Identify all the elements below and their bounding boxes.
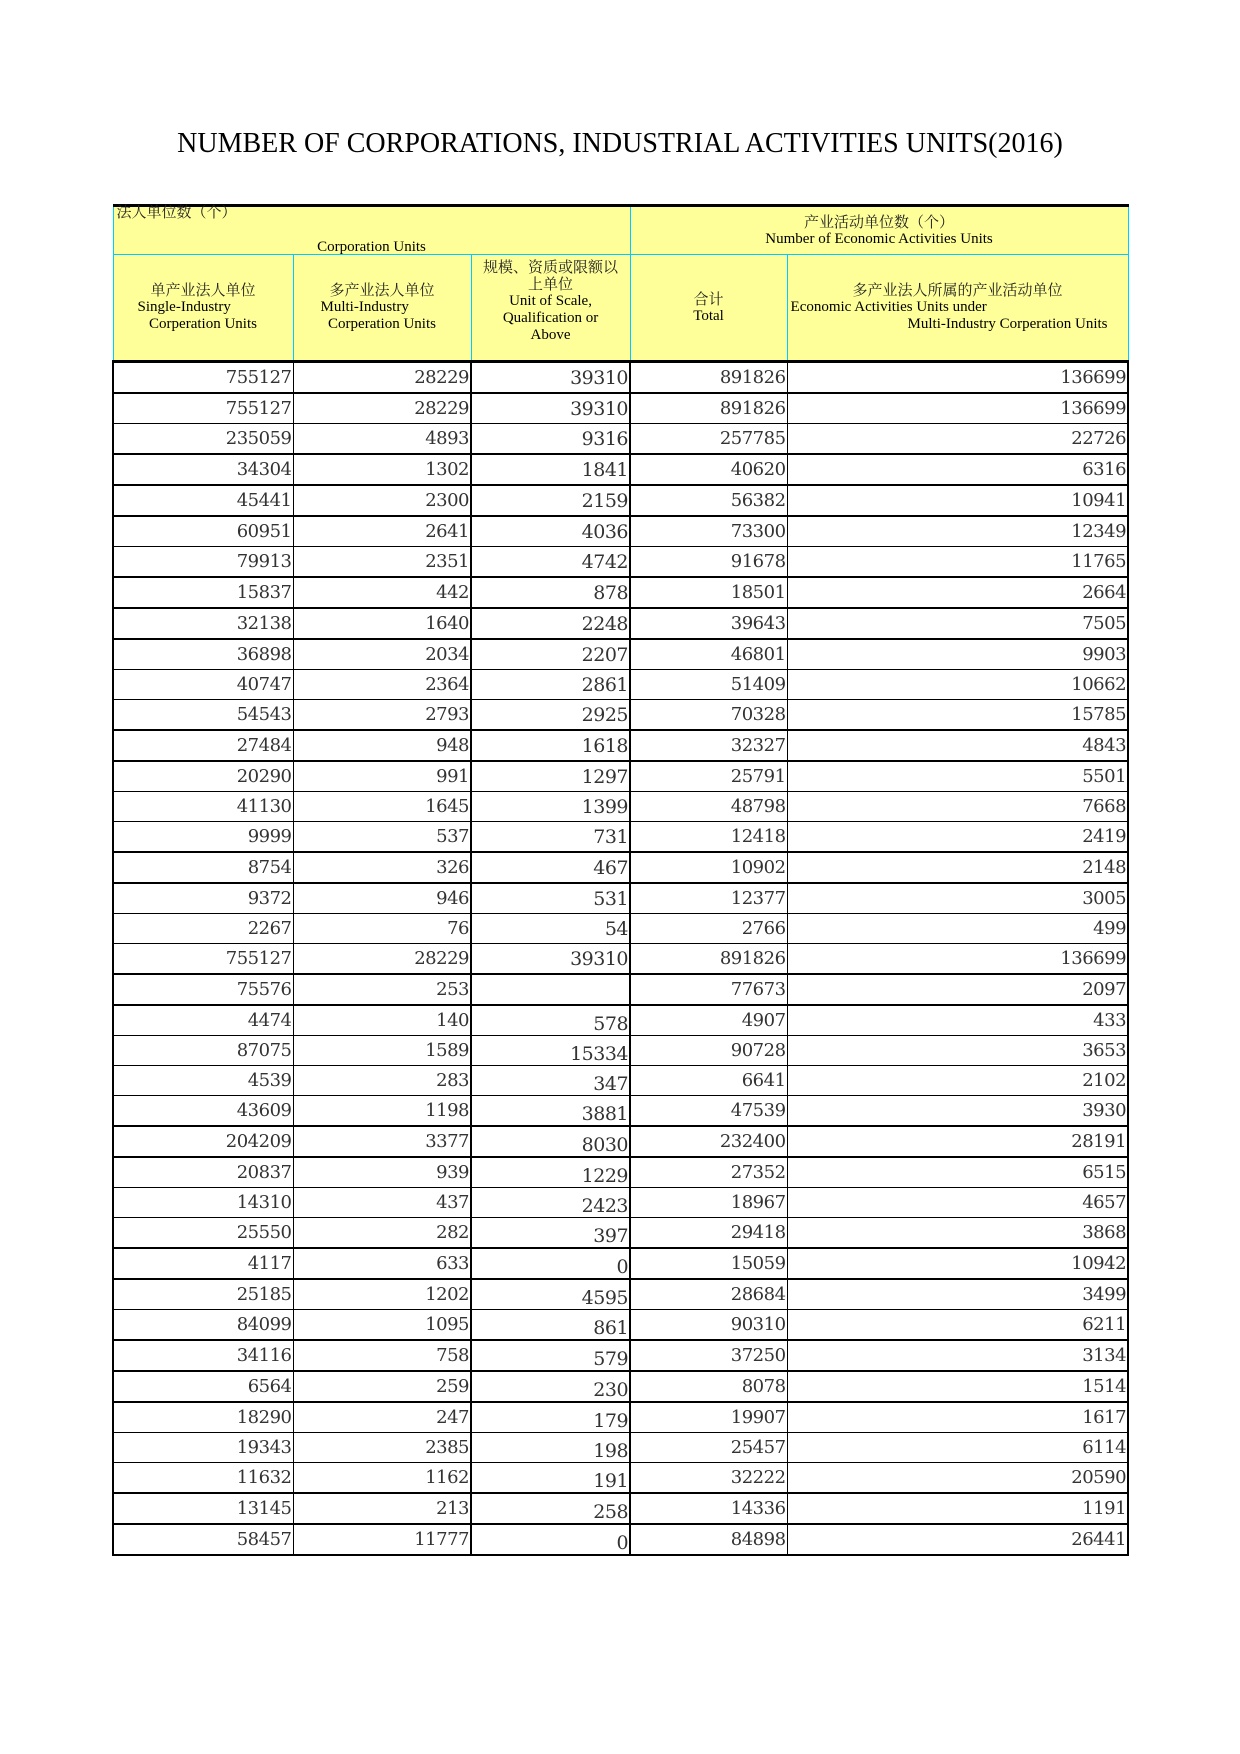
cell-unit-of-scale: 1297 (471, 761, 630, 792)
cell-multi-industry: 633 (293, 1248, 471, 1279)
cell-units-under-multi-industry: 1191 (787, 1493, 1128, 1524)
cell-single-industry: 15837 (113, 577, 293, 608)
cell-single-industry: 20290 (113, 761, 293, 792)
cell-multi-industry: 2364 (293, 670, 471, 700)
cell-total: 891826 (630, 944, 787, 975)
cell-unit-of-scale: 0 (471, 1248, 630, 1279)
cell-single-industry: 9372 (113, 883, 293, 914)
cell-unit-of-scale: 8030 (471, 1126, 630, 1157)
cell-total: 32327 (630, 730, 787, 761)
cell-single-industry: 235059 (113, 424, 293, 455)
cell-multi-industry: 1198 (293, 1096, 471, 1127)
column-header-units-under-multi-industry (787, 255, 1128, 362)
cell-units-under-multi-industry: 3134 (787, 1340, 1128, 1371)
cell-total: 91678 (630, 547, 787, 578)
cell-single-industry: 2267 (113, 914, 293, 944)
cell-unit-of-scale: 39310 (471, 362, 630, 394)
cell-multi-industry: 2351 (293, 547, 471, 578)
table-row (113, 454, 1128, 485)
table-row (113, 1463, 1128, 1494)
cell-multi-industry: 758 (293, 1340, 471, 1371)
cell-units-under-multi-industry: 5501 (787, 761, 1128, 792)
cell-single-industry: 4539 (113, 1066, 293, 1096)
cell-total: 257785 (630, 424, 787, 455)
cell-total: 10902 (630, 852, 787, 883)
page-title: NUMBER OF CORPORATIONS, INDUSTRIAL ACTIVITIES UNITS(2016) (177, 128, 1063, 159)
column-header-label: Total (693, 307, 724, 324)
cell-multi-industry: 442 (293, 577, 471, 608)
cell-total: 232400 (630, 1126, 787, 1157)
cell-units-under-multi-industry: 20590 (787, 1463, 1128, 1494)
cell-single-industry: 4117 (113, 1248, 293, 1279)
cell-multi-industry: 1645 (293, 792, 471, 822)
cell-total: 25791 (630, 761, 787, 792)
cell-unit-of-scale: 4595 (471, 1279, 630, 1310)
cell-units-under-multi-industry: 433 (787, 1005, 1128, 1036)
cell-total: 77673 (630, 974, 787, 1005)
cell-single-industry: 60951 (113, 516, 293, 547)
cell-total: 37250 (630, 1340, 787, 1371)
column-header-label: Multi-Industry (320, 299, 409, 315)
column-header-label: Corperation Units (149, 316, 257, 332)
cell-units-under-multi-industry: 3005 (787, 883, 1128, 914)
cell-units-under-multi-industry: 136699 (787, 393, 1128, 424)
cell-unit-of-scale (471, 974, 630, 1005)
column-header-total (630, 255, 787, 362)
cell-unit-of-scale: 4036 (471, 516, 630, 547)
cell-total: 25457 (630, 1433, 787, 1463)
cell-unit-of-scale: 230 (471, 1371, 630, 1402)
table-row (113, 1524, 1128, 1555)
cell-single-industry: 755127 (113, 944, 293, 975)
cell-units-under-multi-industry: 26441 (787, 1524, 1128, 1555)
cell-single-industry: 54543 (113, 700, 293, 731)
cell-single-industry: 6564 (113, 1371, 293, 1402)
cell-units-under-multi-industry: 3868 (787, 1218, 1128, 1249)
cell-unit-of-scale: 39310 (471, 944, 630, 975)
table-row (113, 1371, 1128, 1402)
cell-total: 70328 (630, 700, 787, 731)
cell-total: 27352 (630, 1157, 787, 1188)
cell-unit-of-scale: 54 (471, 914, 630, 944)
table-row (113, 914, 1128, 944)
table-row (113, 362, 1128, 394)
cell-single-industry: 40747 (113, 670, 293, 700)
cell-total: 90310 (630, 1310, 787, 1341)
cell-multi-industry: 1162 (293, 1463, 471, 1494)
column-header-label: Corperation Units (328, 316, 436, 332)
cell-units-under-multi-industry: 2664 (787, 577, 1128, 608)
cell-units-under-multi-industry: 7668 (787, 792, 1128, 822)
cell-single-industry: 8754 (113, 852, 293, 883)
table-row (113, 1096, 1128, 1127)
cell-single-industry: 755127 (113, 362, 293, 394)
cell-multi-industry: 2300 (293, 485, 471, 516)
cell-total: 2766 (630, 914, 787, 944)
cell-single-industry: 25550 (113, 1218, 293, 1249)
cell-single-industry: 87075 (113, 1036, 293, 1066)
cell-unit-of-scale: 1841 (471, 454, 630, 485)
cell-units-under-multi-industry: 4657 (787, 1188, 1128, 1218)
cell-units-under-multi-industry: 10662 (787, 670, 1128, 700)
cell-unit-of-scale: 2159 (471, 485, 630, 516)
cell-single-industry: 34304 (113, 454, 293, 485)
cell-multi-industry: 991 (293, 761, 471, 792)
cell-unit-of-scale: 15334 (471, 1036, 630, 1066)
cell-total: 40620 (630, 454, 787, 485)
cell-multi-industry: 1589 (293, 1036, 471, 1066)
cell-units-under-multi-industry: 10941 (787, 485, 1128, 516)
cell-total: 14336 (630, 1493, 787, 1524)
cell-multi-industry: 437 (293, 1188, 471, 1218)
column-header-label: 合计 (693, 289, 724, 308)
table-row (113, 1188, 1128, 1218)
cell-unit-of-scale: 1399 (471, 792, 630, 822)
cell-multi-industry: 4893 (293, 424, 471, 455)
cell-unit-of-scale: 198 (471, 1433, 630, 1463)
cell-total: 18967 (630, 1188, 787, 1218)
cell-total: 8078 (630, 1371, 787, 1402)
cell-units-under-multi-industry: 6515 (787, 1157, 1128, 1188)
cell-total: 90728 (630, 1036, 787, 1066)
cell-units-under-multi-industry: 3499 (787, 1279, 1128, 1310)
cell-units-under-multi-industry: 4843 (787, 730, 1128, 761)
table-row (113, 1402, 1128, 1433)
table-row (113, 730, 1128, 761)
cell-unit-of-scale: 2248 (471, 608, 630, 639)
cell-total: 51409 (630, 670, 787, 700)
cell-units-under-multi-industry: 136699 (787, 944, 1128, 975)
column-header-label: Single-Industry (137, 299, 231, 315)
cell-unit-of-scale: 1618 (471, 730, 630, 761)
cell-single-industry: 79913 (113, 547, 293, 578)
header-corporation-units-cn: 法人单位数（个） (116, 203, 237, 221)
column-header-label: 上单位 (528, 275, 574, 293)
cell-multi-industry: 2793 (293, 700, 471, 731)
cell-single-industry: 14310 (113, 1188, 293, 1218)
cell-total: 4907 (630, 1005, 787, 1036)
cell-multi-industry: 282 (293, 1218, 471, 1249)
cell-multi-industry: 28229 (293, 362, 471, 394)
cell-units-under-multi-industry: 2097 (787, 974, 1128, 1005)
cell-total: 29418 (630, 1218, 787, 1249)
cell-total: 891826 (630, 362, 787, 394)
cell-multi-industry: 2385 (293, 1433, 471, 1463)
cell-multi-industry: 1640 (293, 608, 471, 639)
cell-unit-of-scale: 347 (471, 1066, 630, 1096)
column-header-label: Above (530, 327, 571, 343)
header-economic-activities-units-en: Number of Economic Activities Units (765, 230, 993, 247)
cell-total: 12418 (630, 822, 787, 853)
column-header-multi-industry (293, 255, 471, 362)
cell-unit-of-scale: 578 (471, 1005, 630, 1036)
cell-single-industry: 18290 (113, 1402, 293, 1433)
cell-multi-industry: 283 (293, 1066, 471, 1096)
table-row (113, 670, 1128, 700)
table-row (113, 1126, 1128, 1157)
column-header-label: Multi-Industry Corperation Units (907, 316, 1108, 332)
column-header-label: 多产业法人所属的产业活动单位 (852, 281, 1063, 299)
cell-single-industry: 25185 (113, 1279, 293, 1310)
cell-single-industry: 9999 (113, 822, 293, 853)
header-economic-activities-units-cn: 产业活动单位数（个） (804, 212, 955, 231)
cell-units-under-multi-industry: 1617 (787, 1402, 1128, 1433)
table-row (113, 516, 1128, 547)
cell-multi-industry: 28229 (293, 393, 471, 424)
cell-unit-of-scale: 861 (471, 1310, 630, 1341)
cell-units-under-multi-industry: 6316 (787, 454, 1128, 485)
header-economic-activities-units (630, 206, 1128, 255)
cell-total: 39643 (630, 608, 787, 639)
cell-multi-industry: 247 (293, 1402, 471, 1433)
cell-total: 32222 (630, 1463, 787, 1494)
cell-multi-industry: 939 (293, 1157, 471, 1188)
cell-unit-of-scale: 191 (471, 1463, 630, 1494)
cell-unit-of-scale: 2423 (471, 1188, 630, 1218)
cell-total: 48798 (630, 792, 787, 822)
cell-multi-industry: 537 (293, 822, 471, 853)
data-table (112, 204, 1129, 1556)
table-row (113, 1248, 1128, 1279)
column-header-label: Unit of Scale, (509, 293, 592, 309)
table-row (113, 700, 1128, 731)
table-row (113, 792, 1128, 822)
cell-total: 6641 (630, 1066, 787, 1096)
table-row (113, 883, 1128, 914)
cell-total: 12377 (630, 883, 787, 914)
header-row-columns (113, 255, 1128, 362)
table-row (113, 1310, 1128, 1341)
cell-total: 891826 (630, 393, 787, 424)
cell-unit-of-scale: 731 (471, 822, 630, 853)
cell-unit-of-scale: 397 (471, 1218, 630, 1249)
table-row (113, 547, 1128, 578)
cell-unit-of-scale: 2925 (471, 700, 630, 731)
cell-total: 15059 (630, 1248, 787, 1279)
cell-units-under-multi-industry: 2419 (787, 822, 1128, 853)
table-row (113, 761, 1128, 792)
cell-single-industry: 75576 (113, 974, 293, 1005)
cell-single-industry: 13145 (113, 1493, 293, 1524)
table-row (113, 393, 1128, 424)
column-header-single-industry (113, 255, 293, 362)
cell-total: 73300 (630, 516, 787, 547)
cell-multi-industry: 3377 (293, 1126, 471, 1157)
cell-multi-industry: 2641 (293, 516, 471, 547)
table-row (113, 1433, 1128, 1463)
cell-single-industry: 204209 (113, 1126, 293, 1157)
cell-single-industry: 34116 (113, 1340, 293, 1371)
header-row-group (113, 206, 1128, 255)
cell-multi-industry: 2034 (293, 639, 471, 670)
cell-multi-industry: 1302 (293, 454, 471, 485)
cell-single-industry: 20837 (113, 1157, 293, 1188)
table-row (113, 1157, 1128, 1188)
cell-units-under-multi-industry: 9903 (787, 639, 1128, 670)
cell-unit-of-scale: 4742 (471, 547, 630, 578)
cell-single-industry: 58457 (113, 1524, 293, 1555)
table-row (113, 852, 1128, 883)
cell-units-under-multi-industry: 7505 (787, 608, 1128, 639)
cell-multi-industry: 1095 (293, 1310, 471, 1341)
table-row (113, 1340, 1128, 1371)
cell-unit-of-scale: 531 (471, 883, 630, 914)
table-row (113, 608, 1128, 639)
cell-unit-of-scale: 258 (471, 1493, 630, 1524)
column-header-unit-of-scale (471, 255, 630, 362)
cell-multi-industry: 946 (293, 883, 471, 914)
cell-units-under-multi-industry: 11765 (787, 547, 1128, 578)
table-row (113, 1279, 1128, 1310)
cell-units-under-multi-industry: 2102 (787, 1066, 1128, 1096)
cell-unit-of-scale: 2861 (471, 670, 630, 700)
cell-units-under-multi-industry: 1514 (787, 1371, 1128, 1402)
table-row (113, 1218, 1128, 1249)
cell-single-industry: 19343 (113, 1433, 293, 1463)
table-row (113, 485, 1128, 516)
cell-single-industry: 4474 (113, 1005, 293, 1036)
cell-single-industry: 84099 (113, 1310, 293, 1341)
cell-multi-industry: 1202 (293, 1279, 471, 1310)
cell-multi-industry: 140 (293, 1005, 471, 1036)
cell-units-under-multi-industry: 136699 (787, 362, 1128, 394)
table-row (113, 1493, 1128, 1524)
cell-units-under-multi-industry: 12349 (787, 516, 1128, 547)
cell-multi-industry: 11777 (293, 1524, 471, 1555)
cell-single-industry: 41130 (113, 792, 293, 822)
column-header-label: Economic Activities Units under (790, 299, 987, 315)
cell-units-under-multi-industry: 6211 (787, 1310, 1128, 1341)
cell-single-industry: 11632 (113, 1463, 293, 1494)
cell-unit-of-scale: 1229 (471, 1157, 630, 1188)
cell-multi-industry: 253 (293, 974, 471, 1005)
table-body (113, 362, 1128, 1556)
table-row (113, 424, 1128, 455)
cell-multi-industry: 28229 (293, 944, 471, 975)
cell-unit-of-scale: 579 (471, 1340, 630, 1371)
cell-unit-of-scale: 878 (471, 577, 630, 608)
cell-single-industry: 36898 (113, 639, 293, 670)
cell-total: 56382 (630, 485, 787, 516)
cell-total: 84898 (630, 1524, 787, 1555)
cell-units-under-multi-industry: 3930 (787, 1096, 1128, 1127)
cell-units-under-multi-industry: 499 (787, 914, 1128, 944)
table-row (113, 1066, 1128, 1096)
table-row (113, 577, 1128, 608)
cell-units-under-multi-industry: 2148 (787, 852, 1128, 883)
table-row (113, 822, 1128, 853)
cell-multi-industry: 213 (293, 1493, 471, 1524)
cell-units-under-multi-industry: 10942 (787, 1248, 1128, 1279)
cell-multi-industry: 948 (293, 730, 471, 761)
cell-unit-of-scale: 2207 (471, 639, 630, 670)
cell-single-industry: 755127 (113, 393, 293, 424)
column-header-label: Qualification or (502, 310, 599, 326)
header-corporation-units (113, 203, 630, 255)
cell-units-under-multi-industry: 15785 (787, 700, 1128, 731)
column-header-label: 多产业法人单位 (329, 281, 435, 299)
cell-multi-industry: 76 (293, 914, 471, 944)
table-row (113, 974, 1128, 1005)
cell-unit-of-scale: 467 (471, 852, 630, 883)
cell-total: 46801 (630, 639, 787, 670)
cell-unit-of-scale: 39310 (471, 393, 630, 424)
table-row (113, 944, 1128, 975)
cell-unit-of-scale: 3881 (471, 1096, 630, 1127)
cell-unit-of-scale: 9316 (471, 424, 630, 455)
cell-multi-industry: 326 (293, 852, 471, 883)
cell-multi-industry: 259 (293, 1371, 471, 1402)
cell-units-under-multi-industry: 28191 (787, 1126, 1128, 1157)
cell-single-industry: 45441 (113, 485, 293, 516)
cell-total: 18501 (630, 577, 787, 608)
table-row (113, 639, 1128, 670)
cell-total: 19907 (630, 1402, 787, 1433)
cell-single-industry: 32138 (113, 608, 293, 639)
cell-total: 28684 (630, 1279, 787, 1310)
cell-units-under-multi-industry: 6114 (787, 1433, 1128, 1463)
column-header-label: 单产业法人单位 (150, 281, 256, 299)
table-row (113, 1036, 1128, 1066)
cell-total: 47539 (630, 1096, 787, 1127)
cell-single-industry: 27484 (113, 730, 293, 761)
cell-unit-of-scale: 179 (471, 1402, 630, 1433)
cell-single-industry: 43609 (113, 1096, 293, 1127)
cell-units-under-multi-industry: 22726 (787, 424, 1128, 455)
table-row (113, 1005, 1128, 1036)
header-corporation-units-en: Corporation Units (317, 239, 426, 255)
cell-unit-of-scale: 0 (471, 1524, 630, 1555)
column-header-label: 规模、资质或限额以 (483, 258, 619, 276)
cell-units-under-multi-industry: 3653 (787, 1036, 1128, 1066)
